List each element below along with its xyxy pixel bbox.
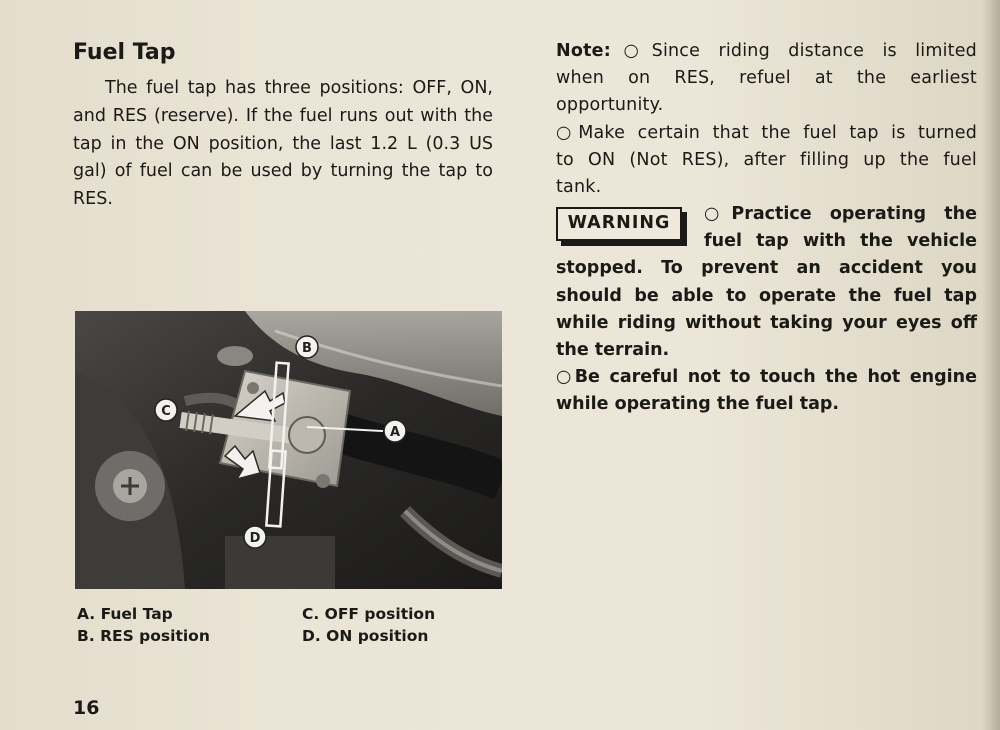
warning-text: [556, 201, 977, 419]
warning-line: fuel tap with the vehicle: [704, 231, 977, 252]
note-line: to ON (Not RES), after filling up the fuel: [556, 149, 977, 170]
warning-line: stopped. To prevent an accident you: [556, 258, 977, 279]
fuel-tap-illustration: [75, 311, 502, 589]
fuel-tap-description: The fuel tap has three positions: OFF, ON, and RES (reserve). If the fuel runs out with the tap in the ON position, the last 1.2 L (0.3 US gal) of fuel can be used by turning the tap to RES.: [73, 78, 493, 210]
note-line: opportunity.: [556, 95, 664, 116]
label-a: A: [389, 425, 401, 440]
label-d: D: [249, 531, 261, 546]
warning-line: while operating the fuel tap.: [556, 394, 840, 415]
caption-on-position: D. ON position: [302, 627, 429, 645]
warning-line: the terrain.: [556, 340, 670, 361]
caption-fuel-tap: A. Fuel Tap: [77, 605, 173, 623]
fuel-tap-photo: [75, 311, 502, 589]
note-line: ○Make certain that the fuel tap is turned: [556, 122, 977, 143]
warning-line: should be able to operate the fuel tap: [556, 285, 977, 306]
warning-line: ○Be careful not to touch the hot engine: [556, 367, 977, 388]
note-line: when on RES, refuel at the earliest: [556, 68, 977, 89]
note-line: tank.: [556, 177, 602, 198]
caption-off-position: C. OFF position: [302, 605, 436, 623]
note-label: Note:: [556, 41, 611, 61]
note-block: [556, 38, 977, 201]
warning-line: while riding without taking your eyes off: [556, 312, 977, 333]
warning-line: ○Practice operating the: [704, 204, 977, 224]
page-spine-shadow: [982, 0, 1000, 730]
warning-label: WARNING: [567, 213, 671, 233]
note-line: Note:○Since riding distance is limited: [556, 41, 977, 61]
label-b: B: [302, 341, 312, 356]
page-number: 16: [73, 697, 100, 719]
label-c: C: [161, 404, 171, 419]
section-heading: Fuel Tap: [73, 40, 176, 65]
caption-res-position: B. RES position: [77, 627, 210, 645]
